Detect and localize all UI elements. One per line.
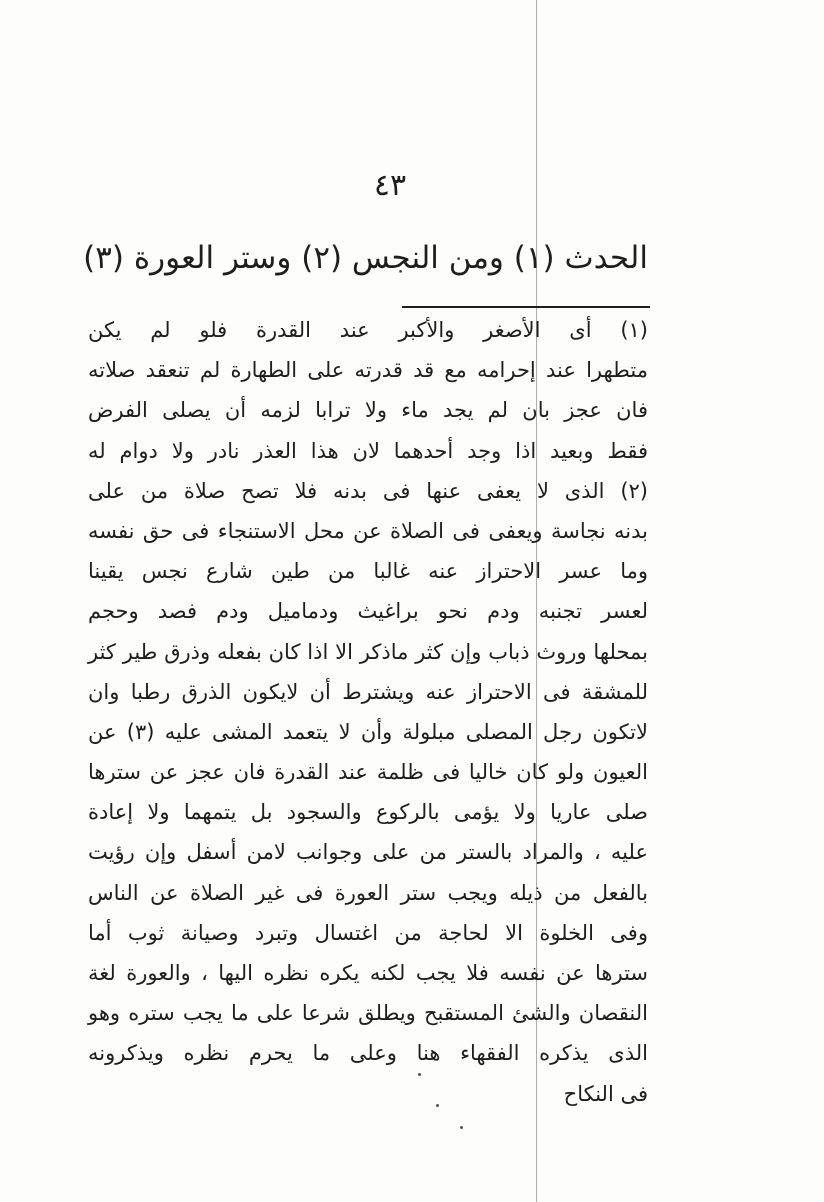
footnote-line: بالفعل من ذيله ويجب ستر العورة فى غير الصلاة عن الناس: [88, 880, 648, 905]
footnote-line: لعسر تجنبه ودم نحو براغيث ودماميل ودم فصد وحجم: [88, 599, 648, 624]
page-number: ٤٣: [373, 168, 407, 203]
footnote-line: سترها عن نفسه فلا يجب لكنه يكره نظره اليها ، والعورة لغة: [88, 961, 648, 985]
footnote-line: متطهرا عند إحرامه مع قد قدرته على الطهارة لم تنعقد صلاته: [88, 358, 648, 383]
scan-speck: [436, 1104, 439, 1107]
footnote-separator: [402, 306, 650, 308]
main-text-line: الحدث (١) ومن النجس (٢) وستر العورة (٣): [83, 240, 648, 276]
footnote-line: بمحلها وروث ذباب وإن كثر ماذكر الا اذا كان بفعله وذرق طير كثر: [88, 639, 648, 664]
footnote-line: للمشقة فى الاحتراز عنه ويشترط أن لايكون الذرق رطبا وان: [88, 679, 648, 704]
scan-speck: [460, 1126, 463, 1129]
footnote-line: صلى عاريا ولا يؤمى بالركوع والسجود بل يتمهما ولا إعادة: [88, 800, 648, 825]
footnote-line: فى النكاح: [563, 1081, 648, 1106]
footnote-line: وفى الخلوة الا لحاجة من اغتسال وتبرد وصيانة ثوب أما: [88, 920, 648, 945]
footnote-line: بدنه نجاسة ويعفى فى الصلاة عن محل الاستنجاء فى حق نفسه: [88, 518, 648, 543]
footnote-line: (٢) الذى لا يعفى عنها فى بدنه فلا تصح صلاة من على: [88, 478, 648, 503]
footnote-line: فان عجز بان لم يجد ماء ولا ترابا لزمه أن يصلى الفرض: [88, 398, 648, 423]
footnote-line: وما عسر الاحتراز عنه غالبا من طين شارع نجس يقينا: [88, 559, 648, 584]
footnote-line: الذى يذكره الفقهاء هنا وعلى ما يحرم نظره ويذكرونه: [88, 1041, 648, 1066]
scan-speck: [418, 1073, 421, 1076]
footnotes: [88, 310, 648, 1114]
footnote-line: العيون ولو كان خاليا فى ظلمة عند القدرة فان عجز عن سترها: [88, 760, 648, 785]
footnote-line: النقصان والشئ المستقبح ويطلق شرعا على ما يجب ستره وهو: [88, 1001, 648, 1026]
footnote-line: لاتكون رجل المصلى مبلولة وأن لا يتعمد المشى عليه (٣) عن: [88, 719, 649, 744]
footnote-line: فقط وبعيد اذا وجد أحدهما لان هذا العذر نادر ولا دوام له: [88, 438, 648, 463]
footnote-line: عليه ، والمراد بالستر من على وجوانب لامن أسفل وإن رؤيت: [88, 840, 648, 865]
footnote-line: (١) أى الأصغر والأكبر عند القدرة فلو لم يكن: [88, 318, 648, 342]
